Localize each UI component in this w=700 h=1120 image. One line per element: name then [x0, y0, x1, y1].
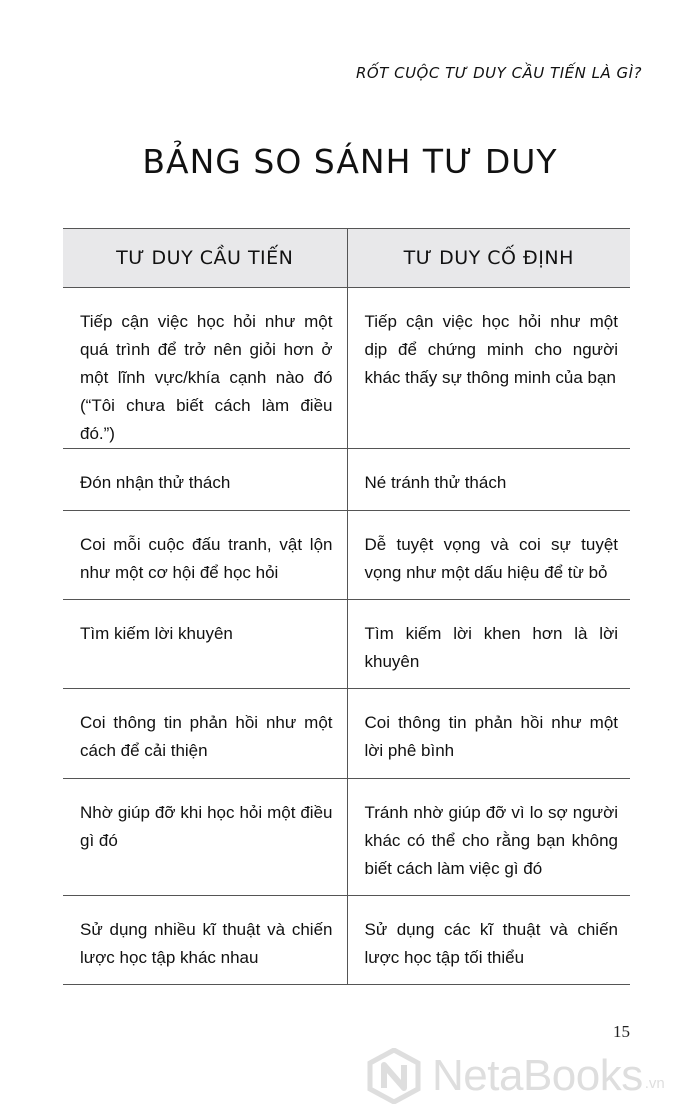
fixed-cell: Tiếp cận việc học hỏi như một dịp để chứng minh cho người khác thấy sự thông minh của bạn	[347, 288, 630, 449]
growth-cell: Đón nhận thử thách	[63, 449, 347, 511]
table-row	[63, 288, 630, 449]
netabooks-logo-icon	[366, 1048, 422, 1104]
comparison-table	[63, 228, 630, 985]
fixed-cell: Tránh nhờ giúp đỡ vì lo sợ người khác có thể cho rằng bạn không biết cách làm việc gì đó	[347, 779, 630, 896]
watermark-logo	[366, 1048, 665, 1104]
growth-cell: Nhờ giúp đỡ khi học hỏi một điều gì đó	[63, 779, 347, 896]
table-row	[63, 896, 630, 985]
column-header-growth: TƯ DUY CẦU TIẾN	[63, 229, 347, 288]
fixed-cell: Coi thông tin phản hồi như một lời phê bình	[347, 689, 630, 779]
table-row	[63, 779, 630, 896]
table-row	[63, 689, 630, 779]
fixed-cell: Sử dụng các kĩ thuật và chiến lược học tập tối thiểu	[347, 896, 630, 985]
fixed-cell: Tìm kiếm lời khen hơn là lời khuyên	[347, 600, 630, 689]
growth-cell: Sử dụng nhiều kĩ thuật và chiến lược học tập khác nhau	[63, 896, 347, 985]
table-row	[63, 600, 630, 689]
growth-cell: Tiếp cận việc học hỏi như một quá trình để trở nên giỏi hơn ở một lĩnh vực/khía cạnh nào đó (“Tôi chưa biết cách làm điều đó.”)	[63, 288, 347, 449]
watermark-text: NetaBooks	[432, 1051, 643, 1100]
running-header: RỐT CUỘC TƯ DUY CẦU TIẾN LÀ GÌ?	[355, 64, 642, 82]
growth-cell: Coi mỗi cuộc đấu tranh, vật lộn như một cơ hội để học hỏi	[63, 511, 347, 600]
watermark-suffix: .vn	[644, 1075, 665, 1092]
fixed-cell: Dễ tuyệt vọng và coi sự tuyệt vọng như một dấu hiệu để từ bỏ	[347, 511, 630, 600]
growth-cell: Coi thông tin phản hồi như một cách để cải thiện	[63, 689, 347, 779]
page-number: 15	[613, 1022, 630, 1041]
fixed-cell: Né tránh thử thách	[347, 449, 630, 511]
page-title: BẢNG SO SÁNH TƯ DUY	[142, 142, 558, 181]
table-header-row	[63, 229, 630, 288]
table-row	[63, 449, 630, 511]
column-header-fixed: TƯ DUY CỐ ĐỊNH	[347, 229, 630, 288]
growth-cell: Tìm kiếm lời khuyên	[63, 600, 347, 689]
table-row	[63, 511, 630, 600]
